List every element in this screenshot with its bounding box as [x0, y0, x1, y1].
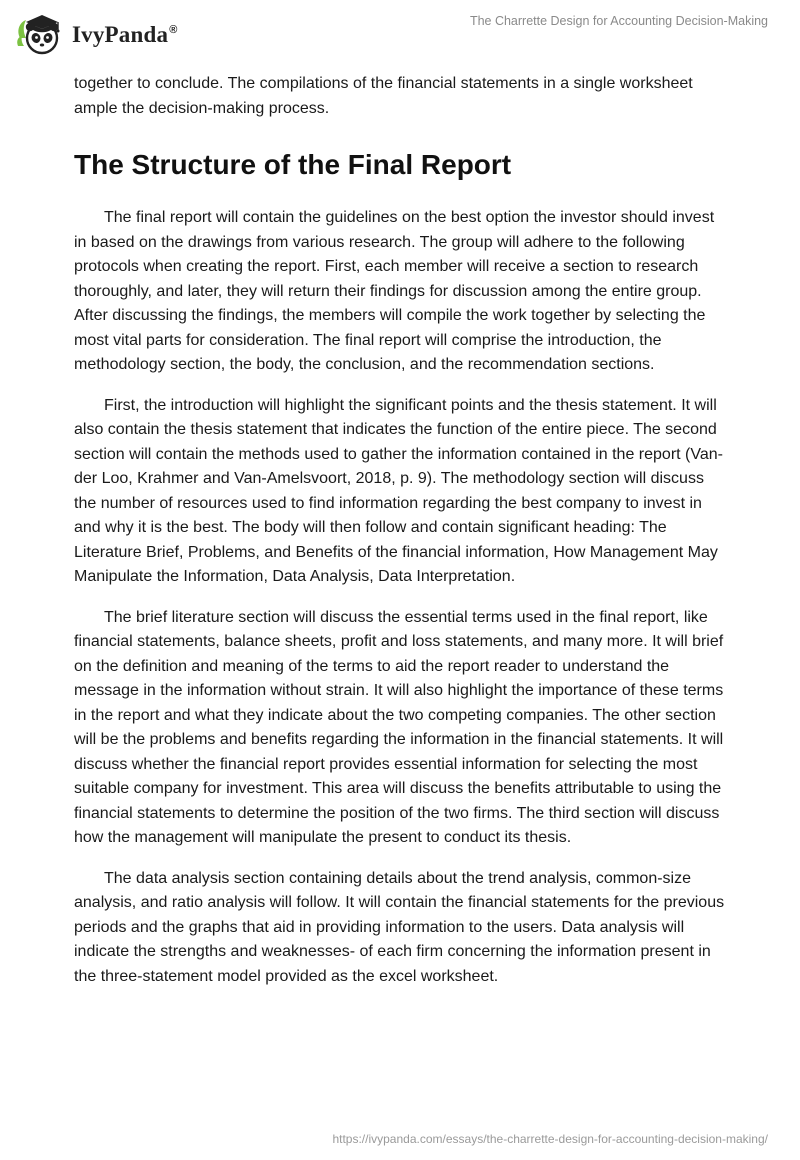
section-heading: The Structure of the Final Report [74, 149, 512, 180]
registered-mark: ® [169, 24, 178, 37]
page-header [0, 0, 800, 70]
ivypanda-logo[interactable] [14, 8, 178, 60]
paragraph-1: The final report will contain the guidelines on the best option the investor should invest in based on the drawings from various research. The group will adhere to the following protocols when creating the report. First, each member will receive a section to research thoroughly, and later, they will return their findings for discussion among the entire group. After discussing the findings, the members will compile the work together by selecting the most vital parts for consideration. The final report will comprise the introduction, the methodology section, the body, the conclusion, and the recommendation sections. [74, 209, 715, 373]
document-title: The Charrette Design for Accounting Decision-Making [469, 14, 768, 28]
source-url[interactable]: https://ivypanda.com/essays/the-charrette-design-for-accounting-decision-making/ [332, 1132, 768, 1146]
logo-wordmark: IvyPanda® [72, 22, 178, 47]
paragraph-2: First, the introduction will highlight the significant points and the thesis statement. It will also contain the thesis statement that indicates the function of the entire piece. The second section will contain the methods used to gather the information contained in the report (Van-der Loo, Krahmer and Van-Amelsvoort, 2018, p. 9). The methodology section will discuss the number of resources used to find information regarding the best company to invest in and why it is the best. The body will then follow and contain significant heading: The Literature Brief, Problems, and Benefits of the financial information, How Management May Manipulate the Information, Data Analysis, Data Interpretation. [74, 396, 723, 585]
paragraph-4: The data analysis section containing details about the trend analysis, common-size analysis, and ratio analysis will follow. It will contain the financial statements for the previous periods and the graphs that aid in providing information to the users. Data analysis will indicate the strengths and weaknesses- of each firm concerning the information present in the three-statement model provided as the excel worksheet. [74, 869, 725, 985]
essay-content [74, 72, 726, 989]
panda-graduate-icon [14, 8, 66, 60]
paragraph-3: The brief literature section will discuss the essential terms used in the final report, like financial statements, balance sheets, profit and loss statements, and many more. It will brief on the definition and meaning of the terms to aid the report reader to understand the message in the information without strain. It will also highlight the importance of these terms in the report and what they indicate about the two competing companies. The other section will be the problems and benefits regarding the information in the financial statements. It will discuss whether the financial report provides essential information for selecting the most suitable company for investment. This area will discuss the benefits attributable to using the financial statements to determine the position of the two firms. The third section will discuss how the management will manipulate the present to conduct its thesis. [74, 608, 724, 846]
intro-paragraph: together to conclude. The compilations of the financial statements in a single worksheet ample the decision-making process. [74, 75, 693, 117]
